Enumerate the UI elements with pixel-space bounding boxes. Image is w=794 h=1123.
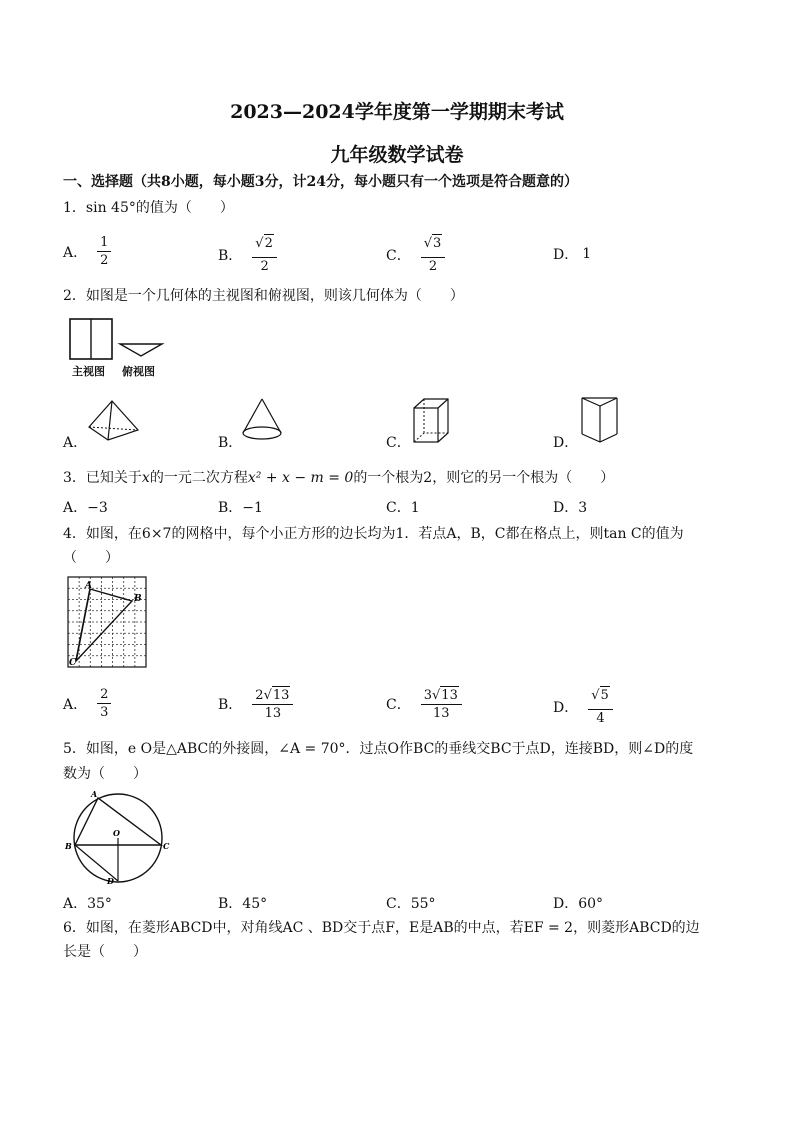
option-label: C． bbox=[386, 435, 411, 451]
numerator bbox=[421, 686, 462, 705]
section-heading: 一、选择题（共8小题，每小题3分，计24分，每小题只有一个选项是符合题意的） bbox=[63, 174, 578, 190]
q5-stem: 5．如图，e O是△ABC的外接圆，∠A = 70°．过点O作BC的垂线交BC于点D，连接BD，则∠D的度 bbox=[63, 741, 694, 757]
option-text: B．45° bbox=[218, 896, 268, 912]
q6-stem-cont: 长是（ ） bbox=[63, 944, 147, 960]
point-label: A bbox=[91, 789, 98, 799]
fraction bbox=[588, 686, 613, 727]
option-label: A． bbox=[63, 696, 88, 713]
q3-option-c[interactable] bbox=[386, 497, 420, 517]
option-label: C． bbox=[386, 697, 411, 713]
page-subtitle: 九年级数学试卷 bbox=[330, 144, 464, 166]
point-label: C bbox=[163, 841, 170, 851]
q5-option-b[interactable] bbox=[218, 893, 267, 913]
numerator bbox=[252, 686, 293, 705]
q4-option-b[interactable] bbox=[218, 686, 293, 722]
point-label: C bbox=[69, 658, 77, 668]
option-label: B． bbox=[218, 435, 243, 451]
option-value: 1 bbox=[582, 246, 592, 262]
q1-option-b[interactable] bbox=[218, 234, 277, 275]
cuboid-icon bbox=[412, 398, 452, 444]
point-label: A bbox=[85, 581, 92, 591]
option-text: B．−1 bbox=[218, 500, 263, 516]
q4-option-a[interactable] bbox=[63, 686, 111, 721]
grid-lines bbox=[68, 577, 146, 667]
sqrt-icon: √ bbox=[423, 236, 433, 251]
q5-circle-figure bbox=[64, 791, 176, 885]
triangular-prism-icon bbox=[580, 396, 620, 444]
denominator: 3 bbox=[100, 705, 109, 720]
fraction bbox=[252, 234, 277, 275]
option-label: B． bbox=[218, 247, 243, 264]
numerator bbox=[421, 234, 446, 258]
pyramid-icon bbox=[86, 400, 141, 442]
q6-stem: 6．如图，在菱形ABCD中，对角线AC 、BD交于点F，E是AB的中点，若EF = 2，则菱形ABCD的边 bbox=[63, 920, 700, 936]
point-label: B bbox=[134, 594, 142, 604]
top-view-triangle bbox=[120, 344, 162, 356]
fraction bbox=[97, 686, 111, 721]
q3-stem-pre: 3．已知关于 bbox=[63, 470, 142, 486]
option-label: B． bbox=[218, 697, 243, 713]
radicand: 3 bbox=[433, 236, 442, 251]
q4-option-c[interactable] bbox=[386, 686, 462, 722]
q3-option-d[interactable] bbox=[553, 497, 587, 517]
q3-stem-mid: 的一元二次方程 bbox=[149, 470, 248, 486]
numerator bbox=[588, 686, 613, 710]
q2-option-b[interactable] bbox=[218, 432, 242, 452]
q5-option-c[interactable] bbox=[386, 893, 436, 913]
option-text: C．1 bbox=[386, 500, 420, 516]
denominator: 2 bbox=[260, 259, 269, 274]
option-text: A．−3 bbox=[63, 500, 108, 516]
point-label: O bbox=[113, 828, 120, 838]
denominator: 2 bbox=[428, 259, 438, 274]
q1-option-c[interactable] bbox=[386, 234, 445, 275]
option-label: D． bbox=[553, 699, 579, 716]
option-label: D． bbox=[553, 435, 579, 451]
denominator: 13 bbox=[433, 706, 450, 721]
q5-option-a[interactable] bbox=[63, 893, 112, 913]
sqrt-icon: √ bbox=[591, 688, 600, 703]
radicand: 5 bbox=[600, 688, 609, 703]
q3-option-b[interactable] bbox=[218, 497, 263, 517]
q2-option-d[interactable] bbox=[553, 432, 578, 452]
q5-option-d[interactable] bbox=[553, 893, 603, 913]
numerator: 1 bbox=[97, 234, 111, 252]
q3-stem-post: 的一个根为2，则它的另一个根为（ ） bbox=[353, 470, 615, 486]
sqrt-icon: √ bbox=[255, 236, 264, 251]
page-title: 2023—2024学年度第一学期期末考试 bbox=[230, 101, 564, 123]
denominator: 4 bbox=[596, 711, 605, 726]
q5-stem-cont: 数为（ ） bbox=[63, 766, 147, 782]
denominator: 13 bbox=[264, 706, 282, 721]
coefficient: 3 bbox=[423, 688, 432, 703]
option-label: A． bbox=[63, 435, 88, 451]
q1-option-d[interactable] bbox=[553, 244, 591, 264]
side-ac bbox=[76, 589, 90, 661]
coefficient: 2 bbox=[255, 688, 264, 703]
q2-option-c[interactable] bbox=[386, 432, 411, 452]
q4-stem-cont: （ ） bbox=[63, 550, 119, 566]
q2-stem: 2．如图是一个几何体的主视图和俯视图，则该几何体为（ ） bbox=[63, 288, 464, 304]
radicand: 2 bbox=[264, 236, 273, 251]
q3-option-a[interactable] bbox=[63, 497, 108, 517]
numerator bbox=[252, 234, 277, 258]
q3-variable: x bbox=[141, 470, 150, 486]
option-label: D． bbox=[553, 247, 579, 263]
q3-stem bbox=[63, 466, 614, 490]
q3-equation: x² + x − m = 0 bbox=[247, 470, 354, 486]
q4-option-d[interactable] bbox=[553, 686, 613, 727]
cone-icon bbox=[240, 398, 284, 444]
q1-option-a[interactable] bbox=[63, 234, 111, 269]
fraction bbox=[252, 686, 293, 722]
option-text: D．3 bbox=[553, 500, 588, 516]
grid-border bbox=[68, 577, 146, 667]
q2-option-a[interactable] bbox=[63, 432, 87, 452]
option-label: C． bbox=[386, 247, 411, 264]
fraction bbox=[97, 234, 111, 269]
q4-grid-figure bbox=[66, 575, 150, 669]
option-text: C．55° bbox=[386, 896, 436, 912]
radicand: 13 bbox=[272, 688, 290, 703]
fraction bbox=[421, 686, 462, 722]
fraction bbox=[421, 234, 446, 275]
top-view-caption: 俯视图 bbox=[122, 365, 155, 378]
option-text: A．35° bbox=[63, 896, 112, 912]
point-label: B bbox=[65, 841, 72, 851]
q1-stem: 1．sin 45°的值为（ ） bbox=[63, 200, 234, 216]
numerator: 2 bbox=[97, 686, 111, 704]
q2-views-figure bbox=[68, 318, 168, 366]
option-text: D．60° bbox=[553, 896, 604, 912]
option-label: A． bbox=[63, 244, 88, 261]
radicand: 13 bbox=[441, 688, 458, 703]
front-view-caption: 主视图 bbox=[72, 365, 105, 378]
denominator: 2 bbox=[100, 253, 109, 268]
point-label: D bbox=[107, 876, 114, 886]
sqrt-icon: √ bbox=[432, 688, 441, 703]
q4-stem: 4．如图，在6×7的网格中，每个小正方形的边长均为1．若点A，B，C都在格点上，则tan C的值为 bbox=[63, 526, 684, 542]
sqrt-icon: √ bbox=[263, 688, 272, 703]
